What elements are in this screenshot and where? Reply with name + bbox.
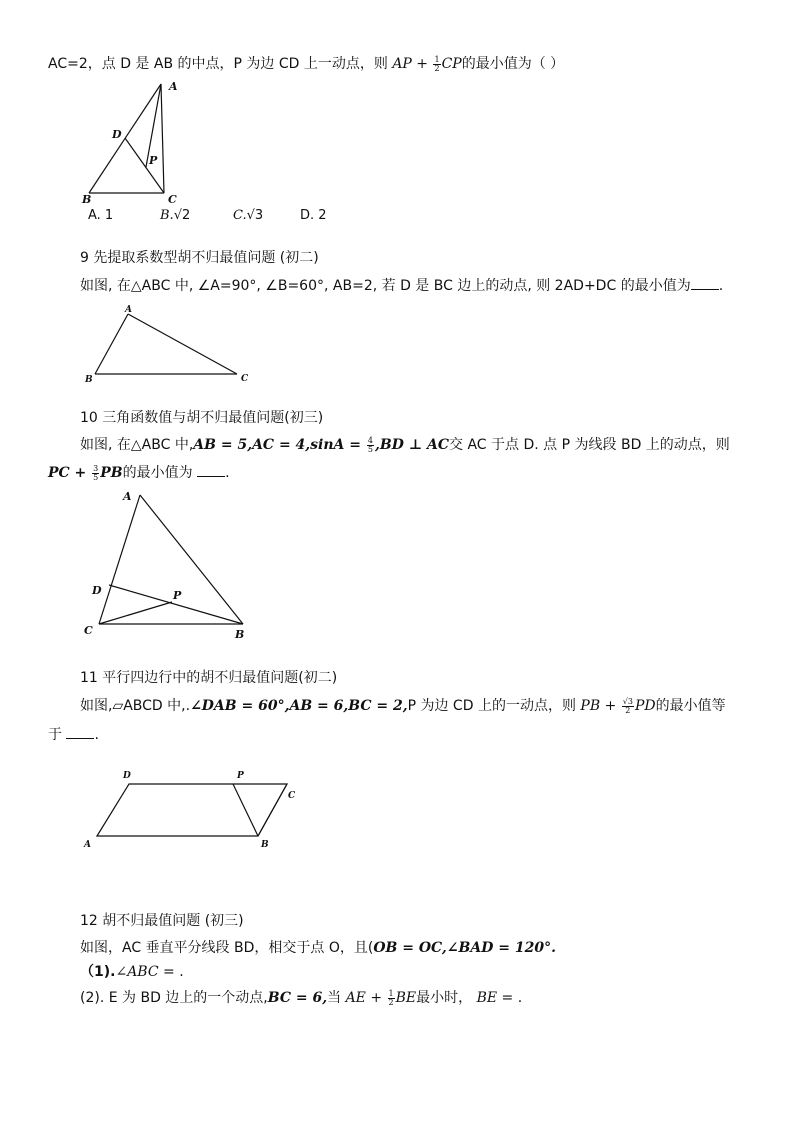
q10-fraction-coef: $\frac{3}{5}$ (93, 463, 99, 482)
q10-label-p: P (173, 589, 182, 602)
q12-title: 12 胡不归最值问题 (初三) (80, 913, 244, 929)
q11-figure (80, 765, 305, 855)
q10-edge-ac (99, 495, 140, 624)
q11-label-c: C (288, 791, 296, 801)
q11-label-a: A (84, 840, 91, 850)
q8-label-a: A (169, 80, 178, 93)
q8-option-b: B.√2 (160, 208, 191, 223)
q10-fraction-sin: $\frac{4}{5}$ (367, 435, 373, 454)
q11-segment-cb (258, 784, 287, 836)
q11-title: 11 平行四边行中的胡不归最值问题(初二) (80, 670, 338, 686)
q10-title: 10 三角函数值与胡不归最值问题(初三) (80, 410, 324, 426)
q11-label-b: B (261, 840, 269, 850)
q9-label-c: C (241, 374, 249, 384)
q10-label-a: A (123, 490, 132, 503)
q11-statement-2: 于 . (48, 727, 99, 743)
q11-answer-blank (66, 726, 94, 739)
q12-part-1: （1).∠ABC = . (80, 964, 184, 980)
q8-label-c: C (168, 193, 177, 206)
q10-label-d: D (92, 584, 102, 597)
q8-option-d: D. 2 (300, 208, 327, 223)
q10-answer-blank (197, 464, 225, 477)
q12-fraction: $\frac{1}{2}$ (388, 988, 394, 1007)
q10-statement-1: 如图, 在△ABC 中,AB = 5,AC = 4,sinA = $\frac{4}{5}$ ,BD ⊥ AC交 AC 于点 D. 点 P 为线段 BD 上的动点，则 (80, 435, 730, 454)
q10-label-c: C (84, 624, 93, 637)
q8-figure (80, 78, 200, 208)
q8-option-a: A. 1 (88, 208, 114, 223)
q8-intro: AC=2，点 D 是 AB 的中点，P 为边 CD 上一动点，则 (48, 56, 388, 72)
q8-option-c: C.√3 (233, 208, 264, 223)
q10-figure (82, 490, 257, 645)
q8-tail: 的最小值为（ ） (461, 56, 565, 72)
q9-edge-ab (95, 314, 128, 374)
q11-label-p: P (237, 771, 244, 781)
q10-edge-ab (140, 495, 243, 624)
q9-answer-blank (691, 277, 719, 290)
q12-part-2: (2). E 为 BD 边上的一个动点,BC = 6,当 AE + $\frac{1}{2}$ BE最小时， BE = . (80, 988, 523, 1007)
q9-edge-ac (128, 314, 237, 374)
q9-statement: 如图, 在△ABC 中, ∠A=90°, ∠B=60°, AB=2, 若 D 是 BC 边上的动点, 则 2AD+DC 的最小值为 . (80, 278, 724, 294)
q8-expr-a: AP + (392, 56, 433, 72)
q9-label-a: A (125, 305, 132, 315)
q10-label-b: B (235, 628, 245, 641)
q11-statement-1: 如图,▱ABCD 中,.∠DAB = 60°,AB = 6,BC = 2,P 为边 CD 上的一动点，则 PB + $\frac{√3}{2}$ PD的最小值等 (80, 696, 726, 715)
q11-fraction: $\frac{√3}{2}$ (622, 696, 633, 715)
q10-statement-2: PC + $\frac{3}{5}$ PB的最小值为 . (48, 463, 230, 482)
q11-label-d: D (123, 771, 131, 781)
q8-statement (48, 55, 564, 73)
q8-segment-cd (125, 138, 164, 193)
q10-segment-cp (99, 602, 172, 624)
q8-fraction: $\frac{1}{2}$ (434, 54, 440, 73)
q8-expr-b: CP (441, 56, 462, 72)
q9-figure (82, 305, 252, 385)
q12-statement: 如图，AC 垂直平分线段 BD，相交于点 O，且(OB = OC,∠BAD = 120°. (80, 940, 556, 956)
q8-label-d: D (112, 128, 122, 141)
q8-edge-ac (161, 84, 164, 193)
q9-label-b: B (85, 375, 93, 385)
q9-title: 9 先提取系数型胡不归最值问题 (初二) (80, 250, 319, 266)
q8-label-p: P (149, 154, 158, 167)
q11-segment-pb (233, 784, 258, 836)
q8-label-b: B (82, 193, 92, 206)
q11-parallelogram (97, 784, 287, 836)
